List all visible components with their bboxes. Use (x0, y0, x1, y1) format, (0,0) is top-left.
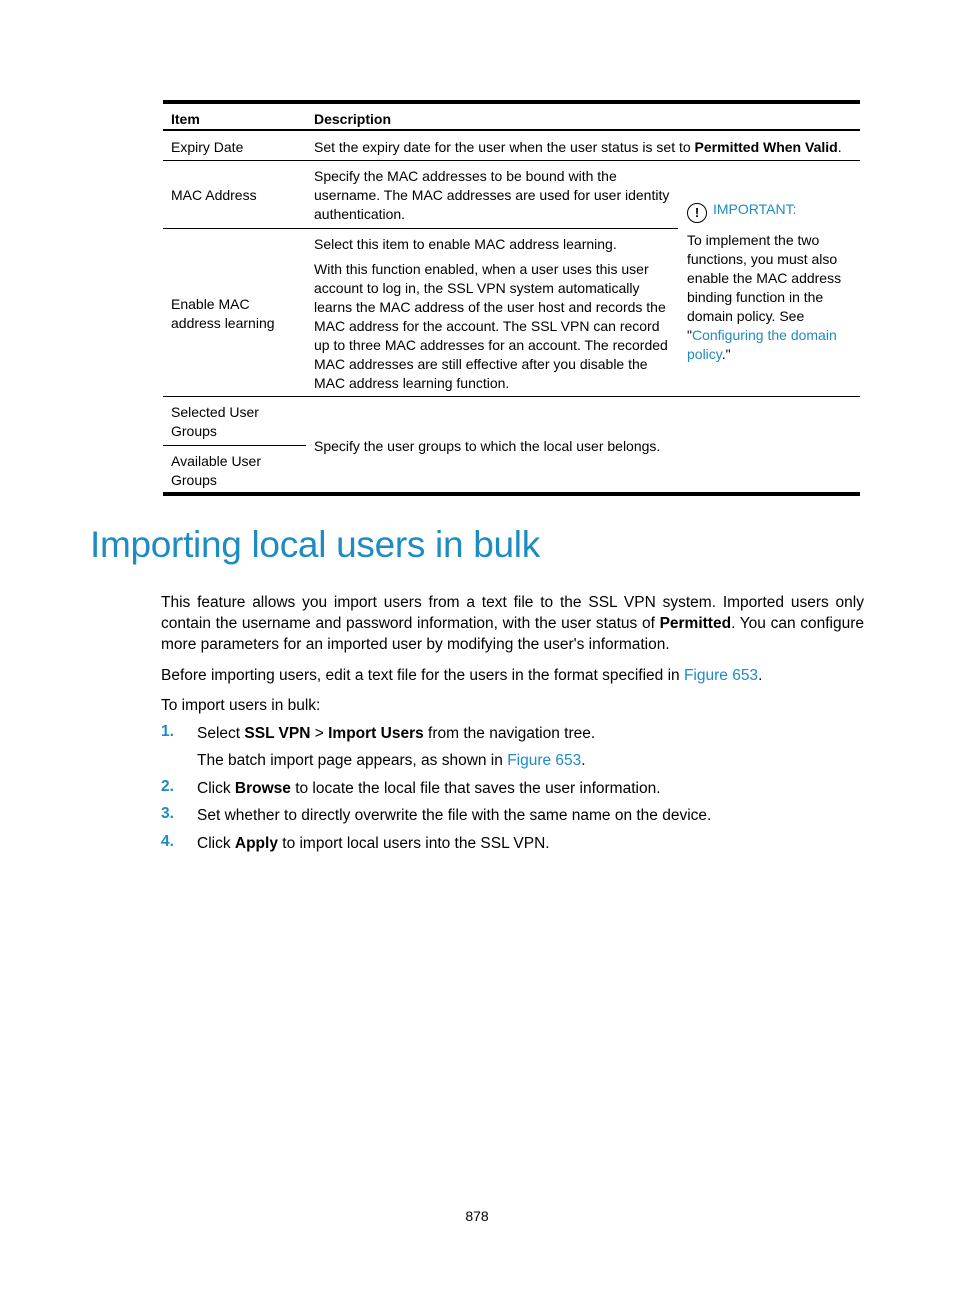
expiry-desc-text: Set the expiry date for the user when the user status is set to (314, 139, 695, 155)
before-text: Before importing users, edit a text file for the users in the format specified in (161, 667, 684, 684)
intro-text-end: . You can configure more parameters for an imported user by modifying the user's information. (161, 615, 865, 653)
step-2-bold-browse: Browse (234, 780, 291, 797)
row-learning-desc-1: Select this item to enable MAC address learning. (314, 236, 617, 252)
step-number: 1. (161, 723, 174, 740)
paragraph-intro (161, 592, 864, 655)
table-header-rule (163, 129, 860, 131)
step-4-bold-apply: Apply (234, 835, 278, 852)
step-1-bold-ssl-vpn: SSL VPN (244, 725, 311, 742)
row-mac-desc: Specify the MAC addresses to be bound with the username. The MAC addresses are used for user identity authentication. (314, 168, 670, 222)
row-expiry-item: Expiry Date (171, 139, 244, 155)
important-text-body: To implement the two functions, you must also enable the MAC address binding function in the domain policy. See " (687, 232, 842, 343)
step-1-sub-post: . (581, 752, 586, 769)
row-learning-item: Enable MAC address learning (171, 296, 275, 331)
row-divider (163, 445, 306, 446)
important-title: IMPORTANT: (713, 201, 797, 217)
important-text-end: ." (721, 346, 731, 362)
step-1-separator: > (310, 725, 329, 742)
important-text (687, 231, 857, 364)
row-divider (163, 160, 860, 161)
step-2-pre: Click (197, 780, 235, 797)
step-2-text (197, 778, 661, 799)
figure-653-link[interactable]: Figure 653 (507, 752, 582, 769)
row-divider (163, 396, 860, 397)
configuring-domain-policy-link[interactable]: Configuring the domain policy (687, 327, 837, 362)
step-4-text (197, 833, 550, 854)
step-number: 2. (161, 778, 174, 795)
figure-653-link[interactable]: Figure 653 (683, 667, 759, 684)
header-item: Item (171, 111, 200, 127)
intro-text: This feature allows you import users from a text file to the SSL VPN system. Imported users only contain the username and password information, with the user status of (161, 594, 864, 632)
expiry-desc-end: . (837, 139, 842, 155)
step-3-text: Set whether to directly overwrite the file with the same name on the device. (197, 807, 712, 824)
step-1-subtext (197, 750, 586, 771)
header-description: Description (314, 111, 392, 127)
step-2-post: to locate the local file that saves the user information. (290, 780, 661, 797)
step-1-text (197, 723, 595, 744)
important-note (687, 200, 857, 364)
row-expiry-desc (314, 138, 860, 157)
paragraph-before-importing (161, 665, 864, 686)
step-4-post: to import local users into the SSL VPN. (277, 835, 550, 852)
step-1-sub-pre: The batch import page appears, as shown in (197, 752, 508, 769)
section-title: Importing local users in bulk (90, 524, 540, 565)
step-1-post: from the navigation tree. (423, 725, 596, 742)
step-1-pre: Select (197, 725, 245, 742)
row-learning-desc-2: With this function enabled, when a user uses this user account to log in, the SSL VPN system automatically learns the MAC address of the user host and records the MAC address for the account. The SSL VPN can record up to three MAC addresses for an account. The recorded MAC addresses are still effective after you disable the MAC address learning function. (314, 261, 668, 391)
page-number: 878 (465, 1208, 489, 1224)
important-heading (687, 200, 857, 223)
row-groups-desc: Specify the user groups to which the local user belongs. (314, 438, 661, 454)
step-1-bold-import-users: Import Users (328, 725, 424, 742)
row-divider (163, 228, 678, 229)
exclamation-circle-icon: ! (687, 203, 707, 223)
row-available-groups-item: Available User Groups (171, 453, 262, 488)
table-top-rule (163, 100, 860, 104)
step-number: 3. (161, 805, 174, 822)
paragraph-to-import: To import users in bulk: (161, 697, 321, 714)
row-mac-item: MAC Address (171, 187, 257, 203)
intro-bold: Permitted (659, 615, 732, 632)
table-bottom-rule (163, 492, 860, 496)
step-4-pre: Click (197, 835, 235, 852)
step-number: 4. (161, 833, 174, 850)
row-selected-groups-item: Selected User Groups (171, 404, 259, 439)
expiry-desc-bold: Permitted When Valid (694, 139, 838, 155)
before-text-end: . (758, 667, 763, 684)
